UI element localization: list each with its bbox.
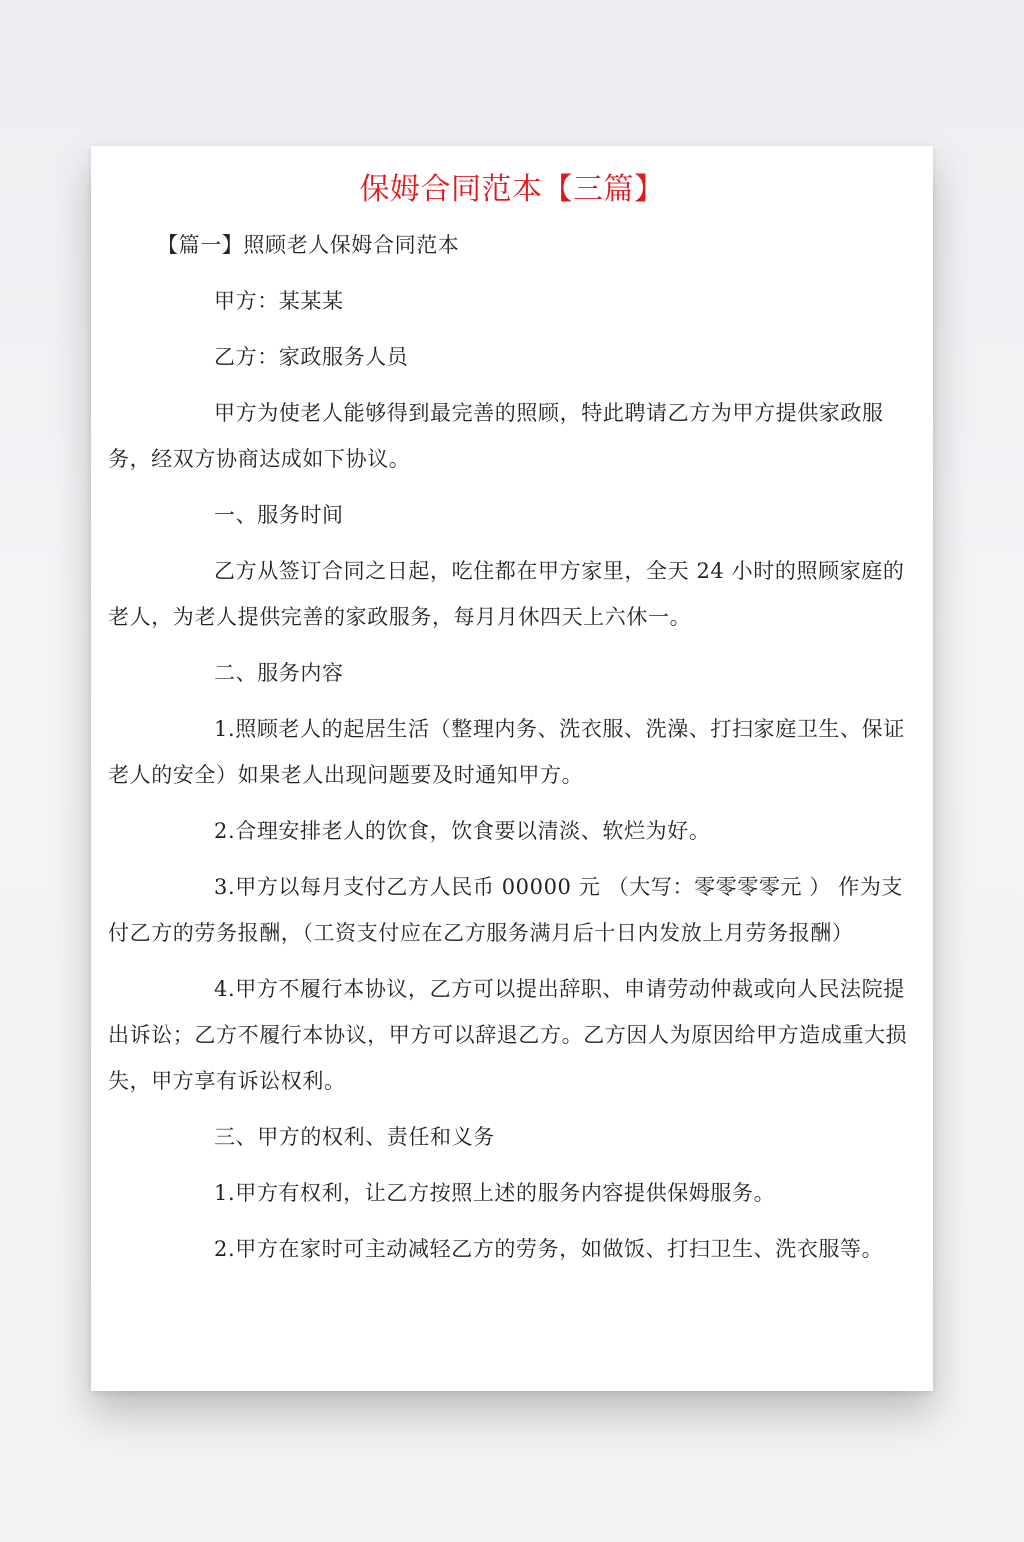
party-a-line: 甲方：某某某 xyxy=(214,289,344,313)
rights-item-2: 2.甲方在家时可主动减轻乙方的劳务，如做饭、打扫卫生、洗衣服等。 xyxy=(214,1237,884,1261)
document-page xyxy=(91,146,933,1391)
service-item-4: 4.甲方不履行本协议，乙方可以提出辞职、申请劳动仲裁或向人民法院提出诉讼；乙方不履行本协议，甲方可以辞退乙方。乙方因人为原因给甲方造成重大损失，甲方享有诉讼权利。 xyxy=(108,977,908,1093)
service-item-2: 2.合理安排老人的饮食，饮食要以清淡、软烂为好。 xyxy=(214,819,711,843)
service-item-3: 3.甲方以每月支付乙方人民币 00000 元 （大写：零零零零元 ） 作为支付乙方的劳务报酬，（工资支付应在乙方服务满月后十日内发放上月劳务报酬） xyxy=(108,875,904,945)
intro-paragraph: 甲方为使老人能够得到最完善的照顾，特此聘请乙方为甲方提供家政服务，经双方协商达成如下协议。 xyxy=(108,401,884,471)
heading-party-a-rights: 三、甲方的权利、责任和义务 xyxy=(214,1125,495,1149)
document-body xyxy=(108,222,918,1282)
service-item-1: 1.照顾老人的起居生活（整理内务、洗衣服、洗澡、打扫家庭卫生、保证老人的安全）如果老人出现问题要及时通知甲方。 xyxy=(108,717,905,787)
section-heading-part-one: 【篇一】照顾老人保姆合同范本 xyxy=(157,233,460,257)
heading-service-content: 二、服务内容 xyxy=(214,661,344,685)
party-b-line: 乙方：家政服务人员 xyxy=(214,345,409,369)
heading-service-time: 一、服务时间 xyxy=(214,503,344,527)
rights-item-1: 1.甲方有权利，让乙方按照上述的服务内容提供保姆服务。 xyxy=(214,1181,776,1205)
service-time-paragraph: 乙方从签订合同之日起，吃住都在甲方家里，全天 24 小时的照顾家庭的老人，为老人提供完善的家政服务，每月月休四天上六休一。 xyxy=(108,559,905,629)
document-title: 保姆合同范本【三篇】 xyxy=(359,172,665,207)
